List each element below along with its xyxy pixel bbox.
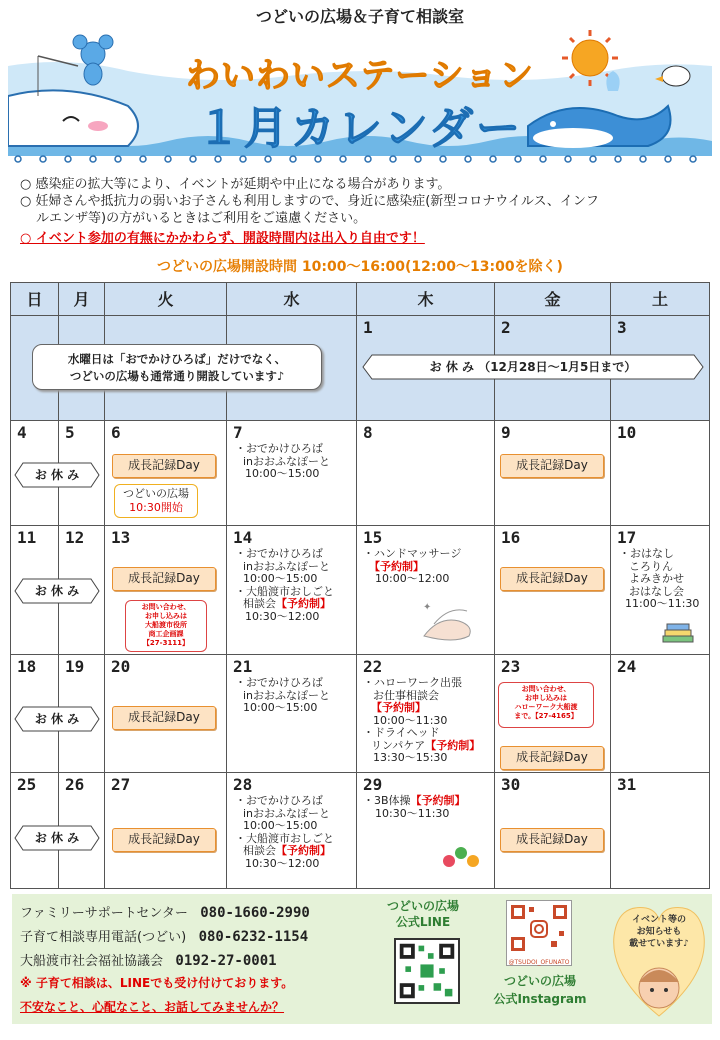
event-line: ・おでかけひろば xyxy=(235,442,323,455)
event-line: ・おでかけひろば xyxy=(235,676,323,689)
event-line: inおおふなぽーと xyxy=(243,806,331,820)
reservation-tag: 【予約制】 xyxy=(371,701,426,714)
day-cell-14 xyxy=(226,525,357,655)
event-list xyxy=(235,795,334,870)
event-line: ・ハローワーク出張 xyxy=(363,676,462,689)
day-number: 26 xyxy=(65,775,85,794)
event-time: 11:00～11:30 xyxy=(625,597,700,610)
rest-text: お 休 み xyxy=(34,831,80,845)
sns-notice-text xyxy=(626,914,692,950)
worry-note: 不安なこと、心配なこと、お話してみませんか？ xyxy=(20,1000,285,1014)
rest-text: お 休 み xyxy=(34,584,80,598)
exercise-balls-icon xyxy=(441,843,481,871)
day-number: 7 xyxy=(233,423,243,442)
day-number: 28 xyxy=(233,775,253,794)
inquiry-bubble-city xyxy=(125,600,207,652)
day-number: 13 xyxy=(111,528,131,547)
day-number: 2 xyxy=(501,318,511,337)
bubble-line: 大船渡市役所 xyxy=(145,621,187,629)
event-time: 10:30～12:00 xyxy=(245,856,320,870)
rest-text: お 休 み xyxy=(34,468,80,482)
day-number: 4 xyxy=(17,423,27,442)
day-cell-17 xyxy=(610,525,710,655)
growth-record-day-tag: 成長記録Day xyxy=(112,828,216,852)
contact-label: 大船渡市社会福祉協議会 xyxy=(20,954,164,969)
day-number: 29 xyxy=(363,775,383,794)
notice-time: 10:30開始 xyxy=(129,501,183,514)
day-cell-7 xyxy=(226,420,357,526)
event-line: ・大船渡市おしごと xyxy=(235,584,334,598)
day-number: 9 xyxy=(501,423,511,442)
contact-phone: 0192-27-0001 xyxy=(175,953,277,969)
day-number: 1 xyxy=(363,318,373,337)
day-cell-15 xyxy=(356,525,495,655)
wednesday-notice-line1: 水曜日は「おでかけひろば」だけでなく、 xyxy=(67,352,287,366)
event-storytelling xyxy=(619,548,699,611)
caption-line: 公式Instagram xyxy=(493,992,587,1006)
day-number: 24 xyxy=(617,657,637,676)
day-number: 6 xyxy=(111,423,121,442)
day-number: 17 xyxy=(617,528,637,547)
day-cell-22 xyxy=(356,654,495,773)
reservation-tag: 【予約制】 xyxy=(276,597,331,610)
wednesday-notice xyxy=(32,344,322,390)
reservation-tag: 【予約制】 xyxy=(410,794,466,807)
day-number: 22 xyxy=(363,657,383,676)
event-time: 10:00～11:30 xyxy=(373,713,448,727)
day-cell-21 xyxy=(226,654,357,773)
caption-line: つどいの広場 xyxy=(503,974,576,988)
instagram-caption xyxy=(490,972,590,1008)
month-title: １月カレンダー xyxy=(196,103,524,154)
day-number: 20 xyxy=(111,657,131,676)
contact-kosodate xyxy=(20,926,308,945)
note-free-entry: ○ イベント参加の有無にかかわらず、開設時間内は出入り自由です！ xyxy=(20,231,425,246)
books-illustration xyxy=(661,622,695,646)
event-line: よみきかせ xyxy=(629,572,684,585)
contact-shakyo xyxy=(20,950,277,969)
day-number: 16 xyxy=(501,528,521,547)
hand-massage-illustration xyxy=(419,596,479,646)
new-year-holiday-banner xyxy=(362,354,704,380)
event-odekake-hiroba xyxy=(235,443,330,481)
opening-time-notice xyxy=(114,484,198,518)
holiday-label: お 休 み （12月28日～1月5日まで） xyxy=(429,360,637,374)
note-pregnant-1: ○ 妊婦さんや抵抗力の弱いお子さんも利用しますので、身近に感染症(新型コロナウイルス、インフ xyxy=(20,194,599,209)
note-pregnant-2: ルエンザ等)の方がいるときはご利用をご遠慮ください。 xyxy=(36,211,367,226)
bubble-line: 【27-3111】 xyxy=(142,639,190,647)
day-cell-28 xyxy=(226,772,357,889)
growth-record-day-tag: 成長記録Day xyxy=(112,567,216,591)
growth-record-day-tag: 成長記録Day xyxy=(500,828,604,852)
rest-label xyxy=(14,462,100,488)
day-cell-29 xyxy=(356,772,495,889)
event-line: inおおふなぽーと xyxy=(243,688,331,702)
rest-text: お 休 み xyxy=(34,712,80,726)
contact-family-support xyxy=(20,902,310,921)
day-number: 25 xyxy=(17,775,37,794)
reservation-tag: 【予約制】 xyxy=(425,738,481,752)
notice-line: お知らせも xyxy=(636,927,682,937)
event-time: 10:00～15:00 xyxy=(243,819,318,832)
rest-label xyxy=(14,706,100,732)
event-line: ・おでかけひろば xyxy=(235,547,323,560)
day-number: 18 xyxy=(17,657,37,676)
growth-record-day-tag: 成長記録Day xyxy=(500,746,604,770)
event-time: 10:00～15:00 xyxy=(245,467,320,480)
growth-record-day-tag: 成長記録Day xyxy=(112,706,216,730)
contact-phone: 080-1660-2990 xyxy=(200,905,310,921)
bubble-line: お申し込みは xyxy=(525,694,567,702)
day-number: 8 xyxy=(363,423,373,442)
event-list xyxy=(235,548,334,623)
event-time: 10:00～15:00 xyxy=(243,572,318,585)
weekday-fri: 金 xyxy=(494,282,611,316)
growth-record-day-tag: 成長記録Day xyxy=(500,567,604,591)
growth-record-day-tag: 成長記録Day xyxy=(500,454,604,478)
weekday-sun: 日 xyxy=(10,282,59,316)
bubble-line: 商工企画課 xyxy=(148,630,184,638)
event-line: inおおふなぽーと xyxy=(243,454,331,468)
event-line: ・おでかけひろば xyxy=(235,794,323,807)
day-number: 19 xyxy=(65,657,85,676)
rest-label xyxy=(14,578,100,604)
contact-phone: 080-6232-1154 xyxy=(198,929,309,945)
event-time: 10:30～11:30 xyxy=(375,806,450,820)
bubble-line: ハローワーク大船渡 xyxy=(514,703,578,711)
day-cell-10 xyxy=(610,420,710,526)
svg-text:✦: ✦ xyxy=(423,602,432,613)
bubble-line: お問い合わせ、 xyxy=(141,603,191,611)
event-odekake-hiroba xyxy=(235,677,330,715)
day-number: 11 xyxy=(17,528,37,547)
day-number: 30 xyxy=(501,775,521,794)
day-number: 21 xyxy=(233,657,253,676)
caption-line: つどいの広場 xyxy=(386,899,459,913)
rest-label xyxy=(14,825,100,851)
day-number: 3 xyxy=(617,318,627,337)
event-line: ・ハンドマッサージ xyxy=(363,547,462,560)
event-line: お仕事相談会 xyxy=(373,688,439,702)
line-caption xyxy=(378,898,468,930)
contact-label: 子育て相談専用電話(つどい) xyxy=(20,930,187,945)
day-number: 23 xyxy=(501,657,521,676)
inquiry-bubble-hellowork xyxy=(498,682,594,728)
day-number: 15 xyxy=(363,528,383,547)
day-number: 12 xyxy=(65,528,85,547)
event-line: ころりん xyxy=(629,559,673,573)
instagram-handle: @TSUDOI_OFUNATO xyxy=(508,959,570,966)
reservation-tag: 【予約制】 xyxy=(369,559,424,573)
day-number: 14 xyxy=(233,528,253,547)
notice-line: イベント等の xyxy=(631,915,686,925)
note-infection: ○ 感染症の拡大等により、イベントが延期や中止になる場合があります。 xyxy=(20,177,451,192)
notice-line: 載せています♪ xyxy=(629,939,689,949)
contact-label: ファミリーサポートセンター xyxy=(20,906,188,921)
weekday-wed: 水 xyxy=(226,282,357,316)
day-number: 27 xyxy=(111,775,131,794)
event-line: inおおふなぽーと xyxy=(243,559,331,573)
day-number: 31 xyxy=(617,775,637,794)
event-line: ・大船渡市おしごと xyxy=(235,831,334,845)
weekday-thu: 木 xyxy=(356,282,495,316)
day-cell-31 xyxy=(610,772,710,889)
organization-title: つどいの広場＆子育て相談室 xyxy=(255,7,464,26)
event-line: ・おはなし xyxy=(619,547,674,560)
day-number: 5 xyxy=(65,423,75,442)
bubble-line: お問い合わせ、 xyxy=(521,685,571,693)
calendar xyxy=(10,282,710,889)
day-number: 10 xyxy=(617,423,637,442)
event-line: ・ドライヘッド xyxy=(363,726,440,739)
weekday-tue: 火 xyxy=(104,282,227,316)
notice-line: つどいの広場 xyxy=(123,487,189,500)
wednesday-notice-line2: つどいの広場も通常通り開設しています♪ xyxy=(69,369,285,383)
opening-hours: つどいの広場開設時間 10:00～16:00(12:00～13:00を除く) xyxy=(157,259,563,275)
event-line: 相談会 xyxy=(243,844,276,857)
event-3b-exercise xyxy=(363,795,466,820)
line-consultation-note: ※ 子育て相談は、LINEでも受け付けております。 xyxy=(20,976,294,990)
event-hand-massage xyxy=(363,548,461,586)
event-time: 10:30～12:00 xyxy=(245,609,320,623)
event-line: ・3B体操 xyxy=(363,794,411,807)
event-line: リンパケア xyxy=(371,738,426,752)
weekday-mon: 月 xyxy=(58,282,105,316)
weekday-sat: 土 xyxy=(610,282,710,316)
day-cell-24 xyxy=(610,654,710,773)
line-qr-code[interactable] xyxy=(394,938,460,1004)
instagram-qr-frame[interactable] xyxy=(506,900,572,966)
event-line: おはなし会 xyxy=(629,584,684,598)
caption-line: 公式LINE xyxy=(395,915,451,929)
event-time: 13:30～15:30 xyxy=(373,751,448,764)
reservation-tag: 【予約制】 xyxy=(276,844,331,857)
bubble-line: お申し込みは xyxy=(145,612,187,620)
event-time: 10:00～15:00 xyxy=(243,701,318,714)
instagram-qr-code xyxy=(507,901,571,955)
event-list xyxy=(363,677,480,765)
day-cell-8 xyxy=(356,420,495,526)
event-time: 10:00～12:00 xyxy=(375,572,450,585)
growth-record-day-tag: 成長記録Day xyxy=(112,454,216,478)
event-line: 相談会 xyxy=(243,597,276,610)
bubble-line: まで。【27-4165】 xyxy=(514,712,578,720)
main-title: わいわいステーション xyxy=(186,56,534,96)
contact-footer xyxy=(12,894,712,1024)
